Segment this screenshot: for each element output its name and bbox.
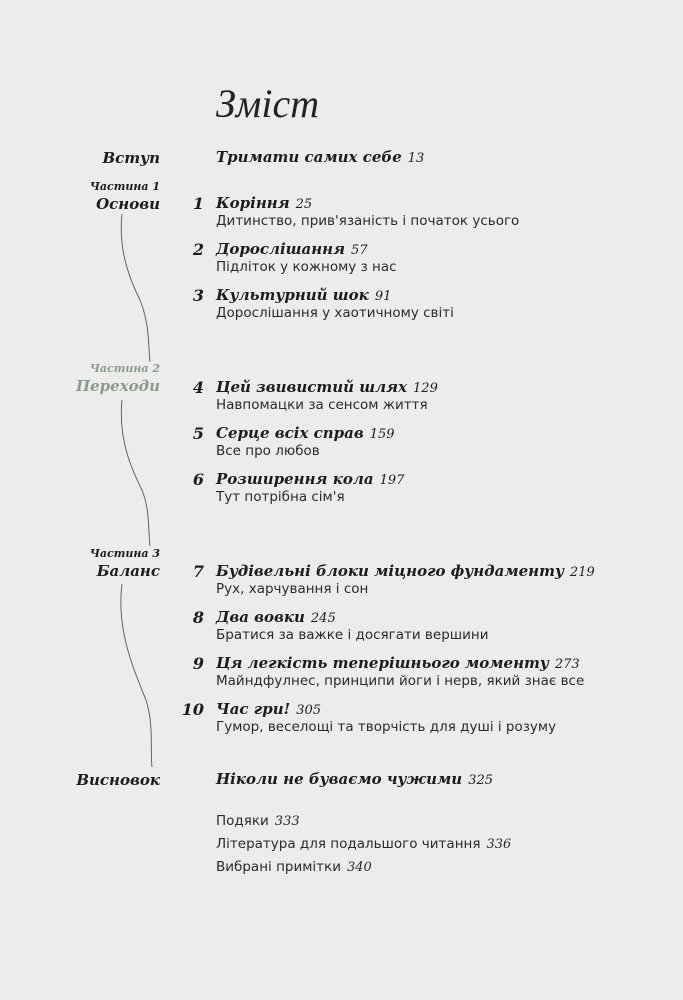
chapter-number: 6 <box>192 470 204 489</box>
chapter-number: 4 <box>192 378 204 397</box>
chapter-title: Коріння <box>216 194 290 212</box>
chapter-page: 91 <box>374 289 392 304</box>
back-matter-page: 333 <box>274 814 300 829</box>
intro-label: Вступ <box>102 149 160 167</box>
chapter-entry[interactable] <box>216 700 321 718</box>
conclusion-title: Ніколи не буваємо чужими <box>216 770 463 788</box>
intro-page: 13 <box>407 151 425 166</box>
chapter-entry[interactable] <box>216 194 312 212</box>
part-2-curve <box>121 400 150 546</box>
chapter-title: Розширення кола <box>216 470 374 488</box>
chapter-title: Серце всіх справ <box>216 424 364 442</box>
conclusion-label: Висновок <box>76 771 160 789</box>
part-name: Переходи <box>75 377 160 395</box>
chapter-number: 7 <box>192 562 204 581</box>
chapter-number: 5 <box>192 424 204 443</box>
chapter-page: 57 <box>351 243 368 258</box>
chapter-subtitle: Рух, харчування і сон <box>216 581 369 597</box>
part-name: Основи <box>96 195 160 213</box>
back-matter-title: Вибрані примітки <box>216 859 341 875</box>
back-matter-entry[interactable] <box>216 836 511 852</box>
conclusion-page: 325 <box>468 773 494 788</box>
chapter-title: Дорослішання <box>216 240 346 258</box>
chapter-title: Будівельні блоки міцного фундаменту <box>216 562 564 580</box>
chapter-page: 219 <box>569 565 595 580</box>
chapter-entry[interactable] <box>216 562 595 580</box>
intro-title: Тримати самих себе <box>216 148 402 166</box>
part-3-curve <box>121 584 152 767</box>
chapter-page: 197 <box>379 473 405 488</box>
chapter-title: Час гри! <box>216 700 291 718</box>
chapter-entry[interactable] <box>216 470 404 488</box>
part-number: Частина 2 <box>89 362 160 375</box>
chapter-number: 3 <box>192 286 204 305</box>
chapter-subtitle: Навпомацки за сенсом життя <box>216 397 428 413</box>
chapter-subtitle: Гумор, веселощі та творчість для душі і розуму <box>216 719 557 735</box>
chapter-title: Ця легкість теперішнього моменту <box>216 654 549 672</box>
chapter-page: 25 <box>295 197 313 212</box>
chapter-number: 1 <box>192 194 204 213</box>
chapter-entry[interactable] <box>216 654 580 672</box>
page-title: Зміст <box>216 81 320 126</box>
chapter-number: 9 <box>192 654 204 673</box>
part-number: Частина 1 <box>89 180 160 193</box>
chapter-title: Культурний шок <box>216 286 369 304</box>
chapter-subtitle: Дорослішання у хаотичному світі <box>216 305 454 321</box>
chapter-entry[interactable] <box>216 424 395 442</box>
back-matter-page: 336 <box>486 837 512 852</box>
chapter-subtitle: Братися за важке і досягати вершини <box>216 627 489 643</box>
chapter-entry[interactable] <box>216 286 391 304</box>
chapter-subtitle: Дитинство, прив'язаність і початок усього <box>216 213 520 229</box>
conclusion-entry[interactable] <box>216 770 493 788</box>
back-matter-entry[interactable] <box>216 813 300 829</box>
chapter-title: Цей звивистий шлях <box>216 378 408 396</box>
chapter-entry[interactable] <box>216 240 368 258</box>
chapter-entry[interactable] <box>216 608 336 626</box>
chapter-page: 159 <box>369 427 395 442</box>
part-1-curve <box>121 214 150 362</box>
back-matter-page: 340 <box>346 860 372 875</box>
chapter-entry[interactable] <box>216 378 438 396</box>
back-matter-title: Подяки <box>216 813 269 829</box>
chapter-subtitle: Все про любов <box>216 443 320 459</box>
back-matter-entry[interactable] <box>216 859 372 875</box>
intro-entry[interactable] <box>216 148 424 166</box>
chapter-number: 8 <box>192 608 204 627</box>
chapter-subtitle: Тут потрібна сім'я <box>216 489 345 505</box>
part-number: Частина 3 <box>89 547 160 560</box>
chapter-title: Два вовки <box>216 608 305 626</box>
chapter-page: 305 <box>296 703 322 718</box>
chapter-number: 2 <box>192 240 204 259</box>
chapter-page: 273 <box>554 657 580 672</box>
back-matter-title: Література для подальшого читання <box>216 836 481 852</box>
chapter-subtitle: Підліток у кожному з нас <box>216 259 397 275</box>
chapter-subtitle: Майндфулнес, принципи йоги і нерв, який знає все <box>216 673 585 689</box>
chapter-page: 129 <box>413 381 438 396</box>
chapter-number: 10 <box>181 700 204 719</box>
part-name: Баланс <box>96 562 160 580</box>
chapter-page: 245 <box>310 611 336 626</box>
